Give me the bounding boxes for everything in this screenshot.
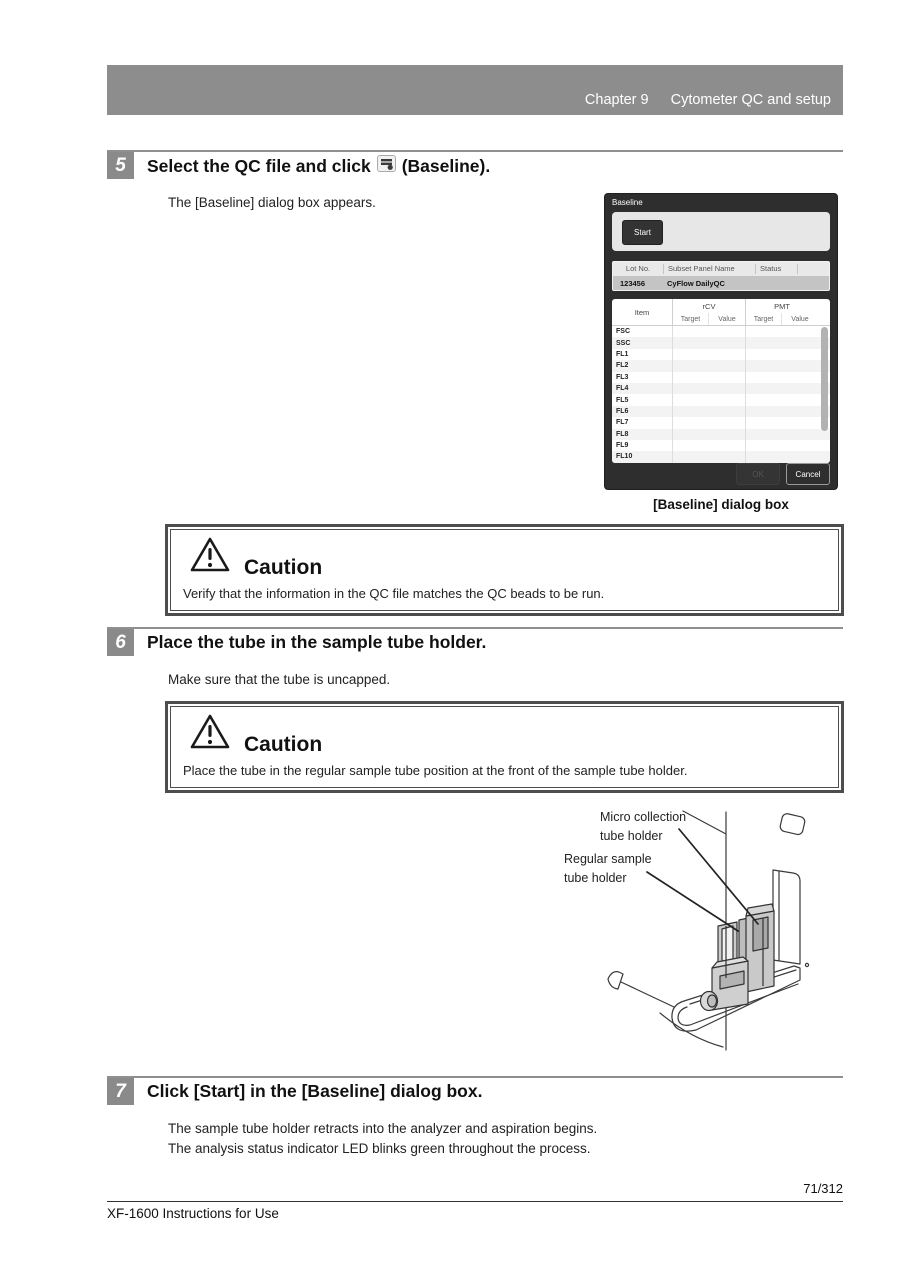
item-row: FL3: [612, 372, 830, 383]
col-subset-panel-name: Subset Panel Name: [663, 264, 755, 274]
subset-panel-name-value: CyFlow DailyQC: [667, 278, 725, 288]
step-5-title: Select the QC file and click (Baseline).: [147, 155, 491, 176]
caution-heading: Caution: [244, 556, 323, 579]
item-row: FL4: [612, 383, 830, 394]
step-7-body-line2: The analysis status indicator LED blinks green throughout the process.: [168, 1141, 591, 1157]
step-6-title: Place the tube in the sample tube holder.: [147, 632, 487, 652]
step-7-number-badge: 7: [107, 1078, 134, 1105]
item-row: FL9: [612, 440, 830, 451]
caution-text: Verify that the information in the QC file matches the QC beads to be run.: [183, 586, 605, 601]
item-row: FSC: [612, 326, 830, 337]
step-7-body-line1: The sample tube holder retracts into the analyzer and aspiration begins.: [168, 1121, 598, 1136]
baseline-dialog-title: Baseline: [612, 198, 643, 207]
start-button[interactable]: Start: [622, 220, 663, 245]
chapter-title: Cytometer QC and setup: [670, 92, 831, 108]
col-pmt-value: Value: [781, 313, 818, 325]
ok-button[interactable]: OK: [736, 463, 780, 485]
lot-no-value: 123456: [620, 278, 646, 288]
item-table-header: [612, 299, 830, 326]
baseline-dialog-toolbar: [612, 212, 830, 251]
caution-heading: Caution: [244, 733, 323, 756]
col-rcv-target: Target: [672, 313, 708, 325]
item-results-table: [612, 299, 830, 463]
qc-file-table: [612, 261, 830, 291]
cancel-button[interactable]: Cancel: [786, 463, 830, 485]
item-row: FL1: [612, 349, 830, 360]
chapter-header-text: [585, 92, 831, 108]
step-6-body: Make sure that the tube is uncapped.: [168, 672, 391, 687]
item-row: FL6: [612, 406, 830, 417]
item-table-scrollbar: [821, 327, 828, 459]
step-5-number-badge: 5: [107, 152, 134, 179]
col-rcv: rCV: [672, 299, 745, 313]
label-regular-sample-tube-holder: Regular sample tube holder: [564, 852, 652, 885]
caution-text: Place the tube in the regular sample tube position at the front of the sample tube holder.: [183, 763, 688, 778]
label-micro-collection-tube-holder: Micro collection tube holder: [600, 810, 687, 843]
baseline-button-icon: [377, 155, 396, 177]
tube-holder-figure: [560, 798, 852, 1056]
item-row: FL7: [612, 417, 830, 428]
step-6-section: [107, 627, 843, 690]
caution-box-2: [165, 701, 844, 793]
qc-file-table-header: [613, 262, 829, 276]
baseline-dialog: [605, 194, 837, 489]
item-row: FL10: [612, 451, 830, 462]
dialog-caption: [Baseline] dialog box: [653, 497, 789, 512]
col-item: Item: [634, 307, 650, 317]
step-7-body: [168, 1119, 843, 1160]
warning-triangle-icon: [189, 536, 231, 579]
document-title: XF-1600 Instructions for Use: [107, 1206, 279, 1221]
item-row: FL8: [612, 429, 830, 440]
col-lot-no: Lot No.: [625, 264, 651, 273]
caution-box-1: [165, 524, 844, 616]
warning-triangle-icon: [189, 713, 231, 756]
footer-rule: [107, 1201, 843, 1202]
item-row: FL5: [612, 394, 830, 405]
qc-file-selected-row[interactable]: [613, 276, 829, 290]
item-row: SSC: [612, 337, 830, 348]
page-number: 71/312: [803, 1181, 843, 1196]
chapter-header-band: [107, 65, 843, 115]
col-pmt-target: Target: [745, 313, 781, 325]
col-rcv-value: Value: [708, 313, 745, 325]
chapter-number: Chapter 9: [584, 92, 649, 108]
scrollbar-thumb[interactable]: [821, 327, 828, 431]
col-pmt: PMT: [745, 299, 818, 313]
item-row: FL2: [612, 360, 830, 371]
step-7-title: Click [Start] in the [Baseline] dialog box.: [147, 1081, 483, 1101]
step-5-body: The [Baseline] dialog box appears.: [168, 195, 376, 210]
step-7-section: [107, 1076, 843, 1160]
col-status: Status: [755, 264, 797, 274]
step-6-number-badge: 6: [107, 629, 134, 656]
